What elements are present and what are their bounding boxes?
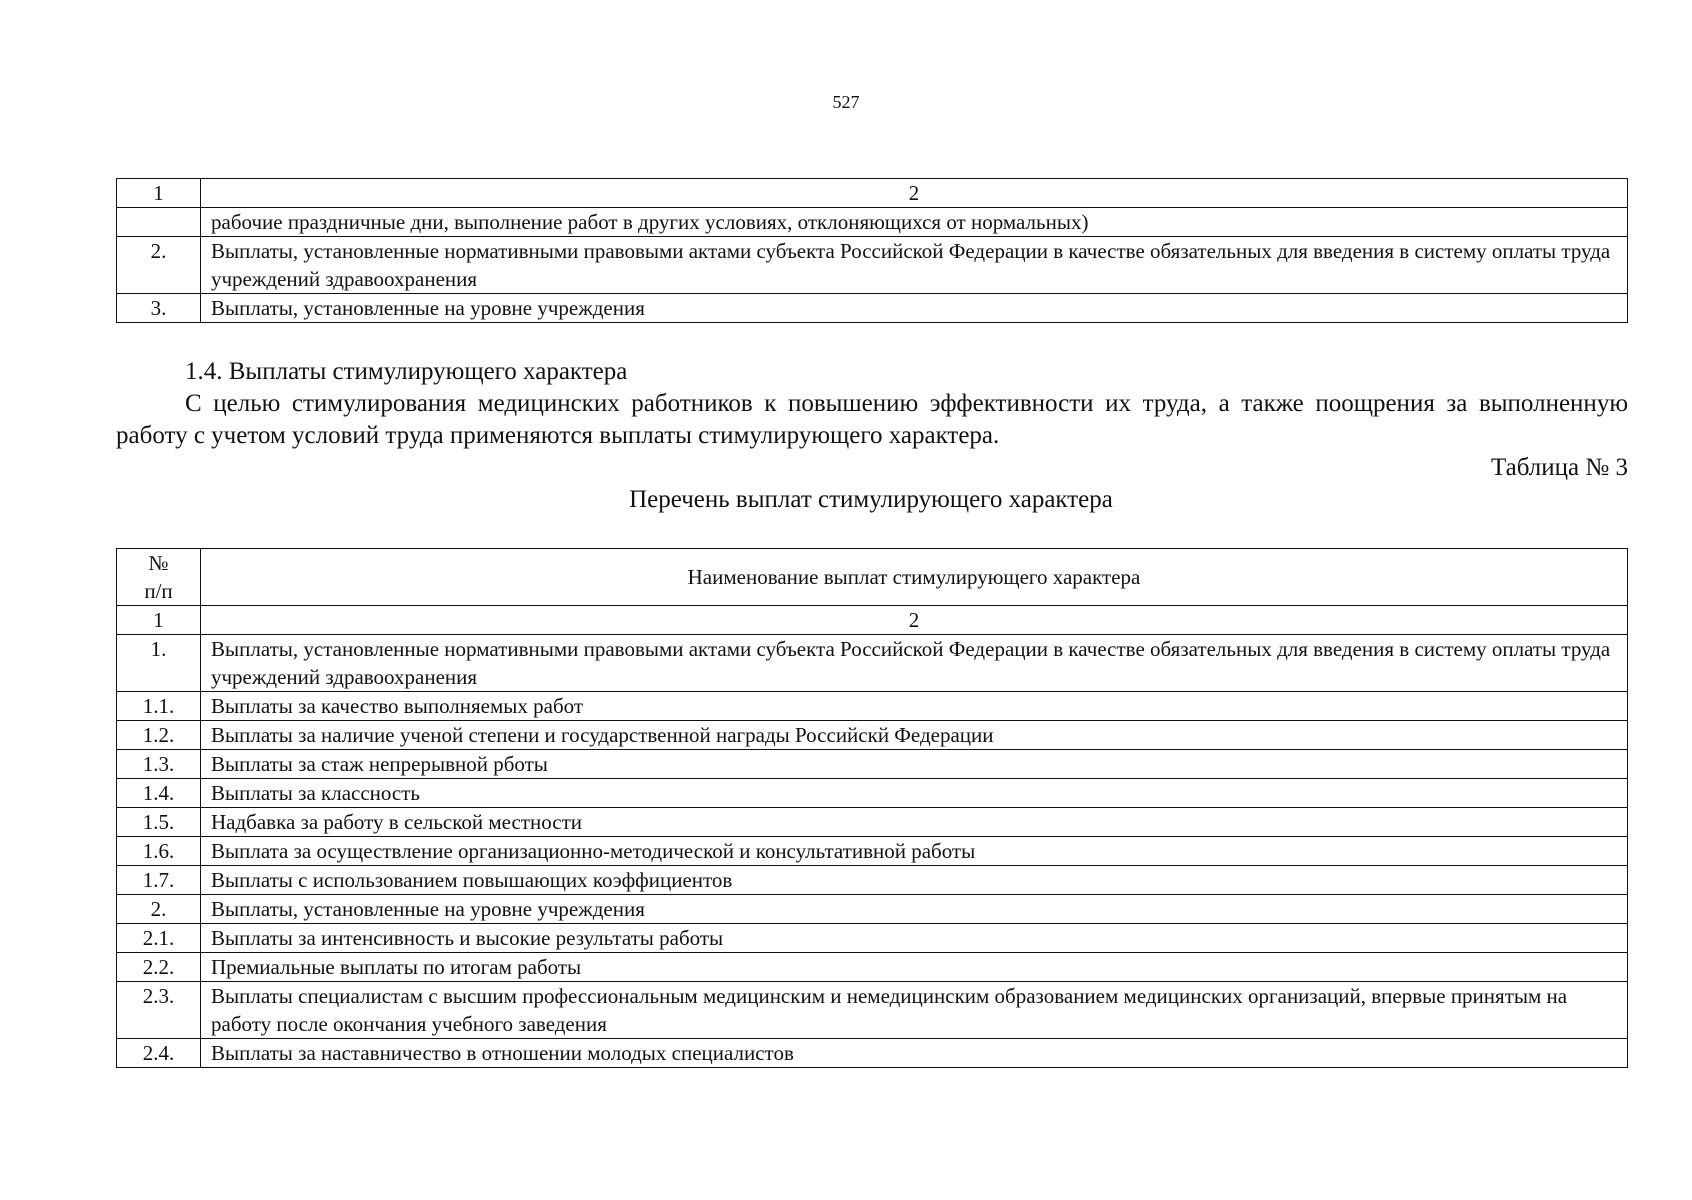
incentive-payments-table: [116, 548, 1628, 1068]
row-text: Выплата за осуществление организационно-методической и консультативной работы: [201, 837, 1628, 866]
row-text: Выплаты за качество выполняемых работ: [201, 692, 1628, 721]
table-row: [117, 779, 1628, 808]
table-row: [117, 808, 1628, 837]
table-title: Перечень выплат стимулирующего характера: [629, 486, 1113, 513]
table-row: [117, 294, 1628, 323]
header-number-symbol: №: [148, 551, 169, 575]
table-header-row: [117, 549, 1628, 606]
row-number: 1.7.: [117, 866, 201, 895]
header-name-cell: Наименование выплат стимулирующего характера: [201, 549, 1628, 606]
row-text: Выплаты, установленные на уровне учреждения: [201, 895, 1628, 924]
column-number-cell: 1: [117, 179, 201, 208]
row-text: Выплаты специалистам с высшим профессиональным медицинским и немедицинским образованием медицинских организаций, впервые принятым на работу после окончания учебного заведения: [201, 982, 1628, 1039]
row-number: 2.4.: [117, 1039, 201, 1068]
row-number: 1.1.: [117, 692, 201, 721]
row-number: 1.2.: [117, 721, 201, 750]
table-column-number-row: [117, 606, 1628, 635]
row-text: Выплаты за классность: [201, 779, 1628, 808]
row-number: 2.1.: [117, 924, 201, 953]
row-number: 3.: [117, 294, 201, 323]
row-text: Выплаты, установленные нормативными правовыми актами субъекта Российской Федерации в качестве обязательных для введения в систему оплаты труда учреждений здравоохранения: [201, 635, 1628, 692]
row-number: 1.4.: [117, 779, 201, 808]
row-text: Выплаты за наставничество в отношении молодых специалистов: [201, 1039, 1628, 1068]
table-row: [117, 692, 1628, 721]
table-continuation: [116, 178, 1628, 323]
page-number: 527: [832, 92, 860, 112]
table-row: [117, 866, 1628, 895]
row-number: 1.3.: [117, 750, 201, 779]
row-number: 1.6.: [117, 837, 201, 866]
section-paragraph: С целью стимулирования медицинских работников к повышению эффективности их труда, а также поощрения за выполненную работу с учетом условий труда применяются выплаты стимулирующего характера.: [116, 390, 1628, 449]
table-column-number-row: [117, 179, 1628, 208]
section-heading: 1.4. Выплаты стимулирующего характера: [185, 358, 628, 385]
column-number-cell: 2: [201, 179, 1628, 208]
table-row: [117, 635, 1628, 692]
column-number-cell: 2: [201, 606, 1628, 635]
row-text: Надбавка за работу в сельской местности: [201, 808, 1628, 837]
row-number: 1.: [117, 635, 201, 692]
header-number-cell: [117, 549, 201, 606]
header-number-abbrev: п/п: [144, 579, 173, 603]
table-row: [117, 895, 1628, 924]
table-row: [117, 721, 1628, 750]
table-row: [117, 750, 1628, 779]
row-text: Выплаты, установленные на уровне учреждения: [201, 294, 1628, 323]
table-row: [117, 953, 1628, 982]
row-text: Премиальные выплаты по итогам работы: [201, 953, 1628, 982]
row-number: [117, 208, 201, 237]
row-number: 2.2.: [117, 953, 201, 982]
row-number: 2.: [117, 237, 201, 294]
table-row: [117, 837, 1628, 866]
row-number: 2.3.: [117, 982, 201, 1039]
table-row: [117, 208, 1628, 237]
row-number: 2.: [117, 895, 201, 924]
row-text: Выплаты за интенсивность и высокие результаты работы: [201, 924, 1628, 953]
row-number: 1.5.: [117, 808, 201, 837]
row-text: Выплаты с использованием повышающих коэффициентов: [201, 866, 1628, 895]
table-label: Таблица № 3: [1490, 454, 1628, 481]
row-text: Выплаты за стаж непрерывной рботы: [201, 750, 1628, 779]
table-row: [117, 1039, 1628, 1068]
row-text: Выплаты, установленные нормативными правовыми актами субъекта Российской Федерации в качестве обязательных для введения в систему оплаты труда учреждений здравоохранения: [201, 237, 1628, 294]
table-row: [117, 982, 1628, 1039]
table-row: [117, 924, 1628, 953]
row-text: Выплаты за наличие ученой степени и государственной награды Российскй Федерации: [201, 721, 1628, 750]
table-row: [117, 237, 1628, 294]
row-text: рабочие праздничные дни, выполнение работ в других условиях, отклоняющихся от нормальных): [201, 208, 1628, 237]
column-number-cell: 1: [117, 606, 201, 635]
